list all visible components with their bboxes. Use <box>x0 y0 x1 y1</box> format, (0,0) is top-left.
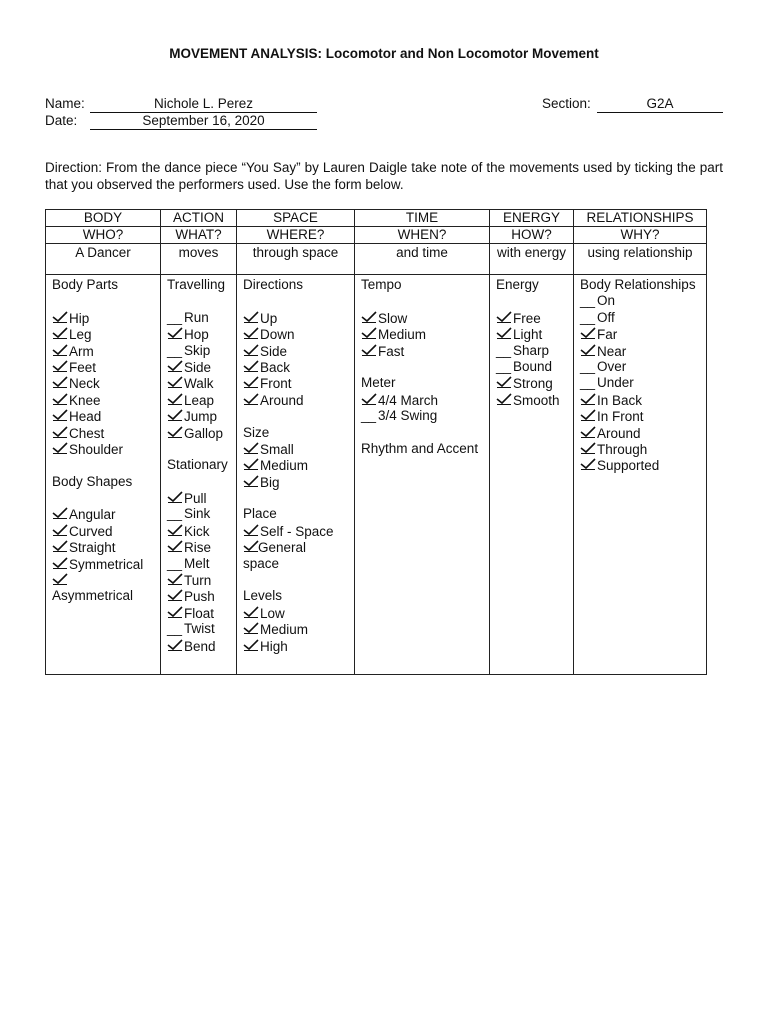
column-question: WHO? <box>46 227 161 244</box>
checklist-label: Twist <box>184 621 215 637</box>
date-field <box>45 112 320 130</box>
levels-list <box>243 605 348 654</box>
column-head: BODY <box>46 210 161 227</box>
checklist-label: Off <box>597 309 615 325</box>
body-relationships-heading: Body Relationships <box>580 277 696 292</box>
directions-list <box>243 310 348 408</box>
checklist-label: Angular <box>69 507 116 523</box>
section-field <box>542 95 724 113</box>
checklist-label: Sharp <box>513 342 550 358</box>
column-head: ACTION <box>161 210 237 227</box>
energy-cell <box>490 275 574 675</box>
checklist-label: Slow <box>378 310 408 326</box>
checklist-item <box>52 556 154 572</box>
movement-form-table <box>45 209 707 675</box>
blank-line-icon: __ <box>580 358 596 374</box>
checkmark-icon <box>167 326 184 342</box>
column-question: WHAT? <box>161 227 237 244</box>
checklist-item <box>243 359 348 375</box>
checkmark-icon <box>243 441 260 457</box>
checkmark-icon <box>243 359 260 375</box>
checklist-item <box>243 343 348 359</box>
checklist-label: Hop <box>184 327 209 343</box>
checklist-label: Pull <box>184 491 207 507</box>
question-row <box>46 227 707 244</box>
checklist-label: Medium <box>260 622 309 638</box>
checklist-label: Up <box>260 310 278 326</box>
checklist-item <box>496 359 567 375</box>
header-row <box>46 210 707 227</box>
checkmark-icon <box>496 392 513 408</box>
checklist-item <box>167 375 230 391</box>
blank-line-icon: __ <box>167 621 183 637</box>
checklist-item <box>167 425 230 441</box>
checkmark-icon <box>167 539 184 555</box>
checkmark-icon <box>243 375 260 391</box>
asymmetrical-label: Asymmetrical <box>52 588 134 604</box>
checklist-label: Run <box>184 309 209 325</box>
checklist-item <box>580 343 700 359</box>
body-shapes-heading: Body Shapes <box>52 473 133 489</box>
checklist-label: Symmetrical <box>69 556 144 572</box>
column-head: RELATIONSHIPS <box>574 210 707 227</box>
column-phrase: through space <box>237 244 355 275</box>
checkmark-icon <box>167 523 184 539</box>
levels-heading: Levels <box>243 588 283 604</box>
checklist-item <box>243 523 348 539</box>
checklist-item <box>580 293 700 309</box>
checklist-item <box>361 343 483 359</box>
tempo-list <box>361 310 483 359</box>
checkmark-icon <box>52 441 69 457</box>
checklist-label: 4/4 March <box>378 392 439 408</box>
checklist-item <box>167 621 230 637</box>
checklist-label: Chest <box>69 425 105 441</box>
checklist-item <box>52 326 154 342</box>
checklist-label: Float <box>184 605 215 621</box>
checkmark-icon <box>243 621 260 637</box>
checklist-item <box>52 539 154 555</box>
checklist-label: Around <box>260 392 304 408</box>
blank-line-icon: __ <box>361 408 377 424</box>
checklist-label: Sink <box>184 506 211 522</box>
checklist-label: Supported <box>597 458 660 474</box>
column-question: WHEN? <box>355 227 490 244</box>
checkmark-icon <box>167 605 184 621</box>
checkmark-icon <box>496 326 513 342</box>
body-shapes-list <box>52 506 154 572</box>
content-row <box>46 275 707 675</box>
checklist-item <box>167 638 230 654</box>
checklist-item <box>496 343 567 359</box>
checklist-item <box>52 506 154 522</box>
blank-line-icon: __ <box>496 358 512 374</box>
column-head: SPACE <box>237 210 355 227</box>
checklist-label: Skip <box>184 342 211 358</box>
checklist-item <box>167 539 230 555</box>
checklist-item <box>52 392 154 408</box>
column-question: HOW? <box>490 227 574 244</box>
checkmark-icon <box>496 310 513 326</box>
checklist-label: Low <box>260 605 285 621</box>
checklist-item <box>52 425 154 441</box>
column-phrase: A Dancer <box>46 244 161 275</box>
checkmark-icon <box>361 343 378 359</box>
blank-line-icon: __ <box>167 555 183 571</box>
checklist-label: Down <box>260 327 295 343</box>
blank-line-icon: __ <box>167 506 183 522</box>
column-phrase: with energy <box>490 244 574 275</box>
checklist-item <box>243 638 348 654</box>
body-cell <box>46 275 161 675</box>
checklist-label: Knee <box>69 392 101 408</box>
checklist-label: Bound <box>513 358 553 374</box>
checkmark-icon <box>580 326 597 342</box>
relationships-list <box>580 293 700 473</box>
checklist-label: Medium <box>378 327 427 343</box>
checkmark-icon <box>167 490 184 506</box>
energy-list <box>496 310 567 408</box>
section-label: Section: <box>542 96 591 111</box>
size-heading: Size <box>243 424 270 440</box>
checkmark-icon <box>243 457 260 473</box>
checklist-label: Light <box>513 327 543 343</box>
column-phrase: and time <box>355 244 490 275</box>
checkmark-icon <box>52 425 69 441</box>
date-label: Date: <box>45 113 78 128</box>
blank-line-icon: __ <box>167 309 183 325</box>
meter-list <box>361 392 483 425</box>
checklist-label: Push <box>184 589 215 605</box>
place-self-label: Self - Space <box>260 523 334 539</box>
checklist-item <box>167 605 230 621</box>
checklist-item <box>580 408 700 424</box>
place-heading: Place <box>243 506 277 522</box>
checklist-label: 3/4 Swing <box>378 408 438 424</box>
checklist-item <box>361 310 483 326</box>
checklist-item <box>167 523 230 539</box>
checkmark-icon <box>52 408 69 424</box>
checkmark-icon <box>167 425 184 441</box>
checklist-label: Front <box>260 376 292 392</box>
checkmark-icon <box>580 343 597 359</box>
checkmark-icon <box>167 375 184 391</box>
stationary-list <box>167 490 230 654</box>
checkmark-icon <box>361 310 378 326</box>
checkmark-icon <box>361 326 378 342</box>
checklist-item <box>167 310 230 326</box>
checklist-item <box>52 375 154 391</box>
energy-heading: Energy <box>496 277 539 292</box>
size-list <box>243 441 348 490</box>
checklist-item <box>243 441 348 457</box>
blank-line-icon: __ <box>496 342 512 358</box>
meter-heading: Meter <box>361 375 396 391</box>
checklist-item <box>496 310 567 326</box>
blank-line-icon: __ <box>167 342 183 358</box>
space-cell <box>237 275 355 675</box>
checklist-item <box>52 408 154 424</box>
checklist-item <box>52 359 154 375</box>
checkmark-icon <box>243 523 260 539</box>
checklist-item <box>496 375 567 391</box>
checklist-item <box>361 326 483 342</box>
checkmark-icon <box>52 539 69 555</box>
checklist-item <box>167 490 230 506</box>
checklist-label: Small <box>260 441 294 457</box>
travelling-heading: Travelling <box>167 277 226 292</box>
section-value: G2A <box>597 95 723 113</box>
place-general-label: General <box>258 540 307 556</box>
checkmark-icon <box>580 441 597 457</box>
checklist-label: Medium <box>260 458 309 474</box>
checklist-label: Shoulder <box>69 441 124 457</box>
checkmark-icon <box>52 343 69 359</box>
column-question: WHERE? <box>237 227 355 244</box>
checklist-label: Feet <box>69 359 97 375</box>
phrase-row <box>46 244 707 275</box>
checklist-item <box>167 359 230 375</box>
checklist-item <box>167 556 230 572</box>
name-value: Nichole L. Perez <box>90 95 317 113</box>
directions-heading: Directions <box>243 277 304 292</box>
checkmark-icon <box>167 588 184 604</box>
checklist-item <box>167 588 230 604</box>
column-head: ENERGY <box>490 210 574 227</box>
checklist-item <box>52 343 154 359</box>
checkmark-icon <box>243 392 260 408</box>
checklist-item <box>580 425 700 441</box>
tempo-heading: Tempo <box>361 277 402 292</box>
column-question: WHY? <box>574 227 707 244</box>
checkmark-icon <box>52 556 69 572</box>
checklist-label: Straight <box>69 540 116 556</box>
rhythm-heading: Rhythm and Accent <box>361 440 479 456</box>
checklist-label: Back <box>260 359 291 375</box>
checkmark-icon <box>167 638 184 654</box>
checkmark-icon <box>243 605 260 621</box>
checklist-item <box>167 506 230 522</box>
checkmark-icon <box>580 457 597 473</box>
checklist-item <box>167 326 230 342</box>
checkmark-icon <box>243 343 260 359</box>
checkmark-icon <box>243 310 260 326</box>
checkmark-icon <box>243 474 260 490</box>
checklist-item <box>243 621 348 637</box>
checkmark-icon <box>580 392 597 408</box>
checklist-label: Over <box>597 358 627 374</box>
checklist-item <box>243 392 348 408</box>
checklist-item <box>580 375 700 391</box>
direction-text: Direction: From the dance piece “You Say” by Lauren Daigle take note of the movements used by ticking the part that you observed the performers used. Use the form below. <box>45 160 723 192</box>
checklist-label: Leg <box>69 327 92 343</box>
checklist-item <box>243 457 348 473</box>
document-title: MOVEMENT ANALYSIS: Locomotor and Non Locomotor Movement <box>169 46 599 61</box>
checklist-label: Jump <box>184 409 218 425</box>
checklist-label: Turn <box>184 573 212 589</box>
checklist-label: Big <box>260 474 280 490</box>
checkmark-icon <box>52 572 69 588</box>
checklist-label: Through <box>597 441 648 457</box>
checkmark-icon <box>167 408 184 424</box>
checklist-item <box>243 605 348 621</box>
checkmark-icon <box>52 326 69 342</box>
checklist-item <box>243 539 348 555</box>
checkmark-icon <box>167 359 184 375</box>
relationships-cell <box>574 275 707 675</box>
body-parts-list <box>52 310 154 458</box>
checklist-item <box>167 343 230 359</box>
checklist-label: Kick <box>184 523 210 539</box>
checklist-label: Melt <box>184 555 210 571</box>
checklist-item <box>243 326 348 342</box>
checklist-item <box>580 359 700 375</box>
checklist-label: Side <box>260 343 288 359</box>
checklist-label: Around <box>597 425 641 441</box>
checklist-item <box>243 375 348 391</box>
place-general-continued: space <box>243 555 280 571</box>
checkmark-icon <box>243 326 260 342</box>
stationary-heading: Stationary <box>167 457 228 473</box>
checklist-item <box>580 326 700 342</box>
checklist-label: Gallop <box>184 425 224 441</box>
checkmark-icon <box>580 408 597 424</box>
checkmark-icon <box>243 539 258 555</box>
checklist-item <box>580 441 700 457</box>
checklist-label: Free <box>513 310 541 326</box>
checklist-label: Near <box>597 343 627 359</box>
checkmark-icon <box>243 638 260 654</box>
checklist-label: Smooth <box>513 392 560 408</box>
checklist-label: Fast <box>378 343 405 359</box>
checkmark-icon <box>167 572 184 588</box>
checklist-label: Neck <box>69 376 100 392</box>
checklist-label: In Back <box>597 392 643 408</box>
column-head: TIME <box>355 210 490 227</box>
checklist-label: Side <box>184 359 212 375</box>
checkmark-icon <box>52 375 69 391</box>
checkmark-icon <box>52 506 69 522</box>
checklist-item <box>496 326 567 342</box>
checklist-item <box>167 408 230 424</box>
checklist-item <box>580 457 700 473</box>
checklist-item <box>580 310 700 326</box>
body-parts-heading: Body Parts <box>52 277 119 292</box>
checkmark-icon <box>496 375 513 391</box>
checklist-item <box>243 310 348 326</box>
checklist-item <box>361 392 483 408</box>
checklist-label: Far <box>597 327 618 343</box>
checklist-item <box>361 408 483 424</box>
checklist-item <box>52 572 154 588</box>
checklist-label: Bend <box>184 638 216 654</box>
checklist-item <box>243 474 348 490</box>
blank-line-icon: __ <box>580 375 596 391</box>
checklist-item <box>580 392 700 408</box>
checkmark-icon <box>52 310 69 326</box>
checklist-label: Leap <box>184 392 215 408</box>
date-value: September 16, 2020 <box>90 112 317 130</box>
checklist-label: Strong <box>513 376 553 392</box>
checkmark-icon <box>580 425 597 441</box>
checkmark-icon <box>167 392 184 408</box>
checkmark-icon <box>52 523 69 539</box>
checklist-item <box>167 392 230 408</box>
checklist-item <box>167 572 230 588</box>
checklist-label: Arm <box>69 343 94 359</box>
travelling-list <box>167 310 230 441</box>
checklist-label: Head <box>69 409 102 425</box>
checklist-label: Rise <box>184 540 212 556</box>
checklist-item <box>52 441 154 457</box>
checklist-label: Under <box>597 375 634 391</box>
checkmark-icon <box>52 392 69 408</box>
name-label: Name: <box>45 96 85 111</box>
checklist-item <box>52 523 154 539</box>
checklist-label: Walk <box>184 376 214 392</box>
column-phrase: moves <box>161 244 237 275</box>
checklist-label: Curved <box>69 523 113 539</box>
checklist-item <box>52 310 154 326</box>
checklist-label: In Front <box>597 409 644 425</box>
action-cell <box>161 275 237 675</box>
checklist-label: Hip <box>69 310 90 326</box>
checklist-item <box>496 392 567 408</box>
column-phrase: using relationship <box>574 244 707 275</box>
checklist-label: On <box>597 293 616 309</box>
blank-line-icon: __ <box>580 293 596 309</box>
checkmark-icon <box>52 359 69 375</box>
checkmark-icon <box>361 392 378 408</box>
time-cell <box>355 275 490 675</box>
checklist-label: High <box>260 638 288 654</box>
blank-line-icon: __ <box>580 309 596 325</box>
name-field <box>45 95 320 113</box>
